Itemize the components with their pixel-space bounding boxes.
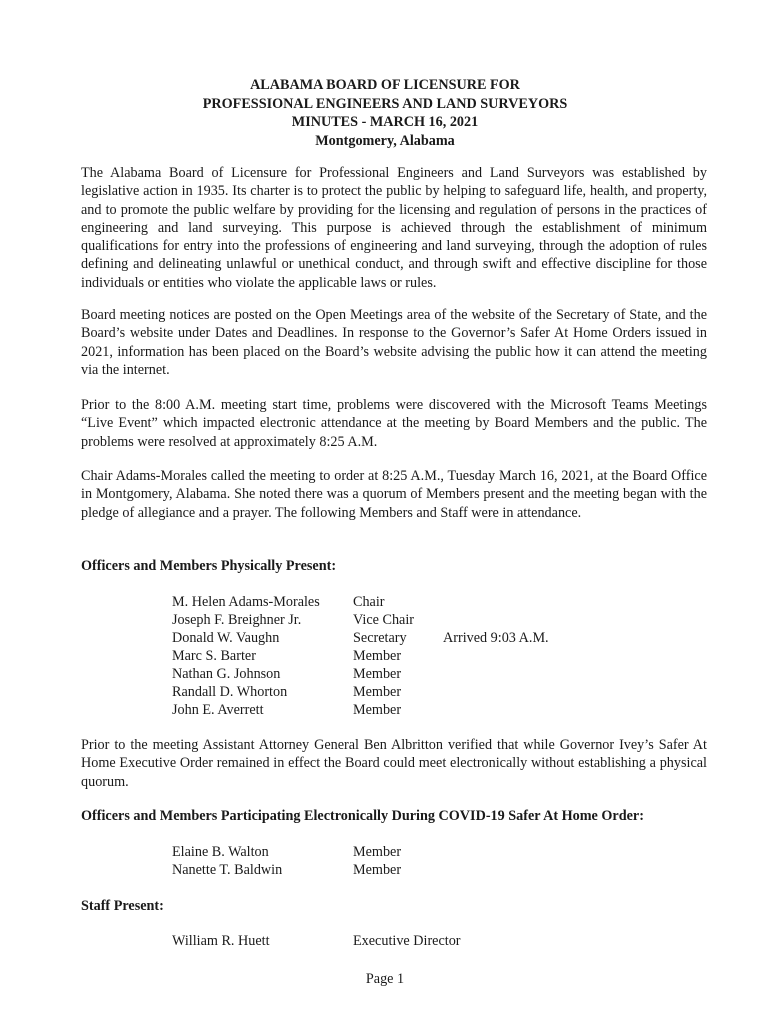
member-role: Member: [353, 844, 402, 860]
member-row: [0, 593, 770, 611]
verification-paragraph: Prior to the meeting Assistant Attorney General Ben Albritton verified that while Governor Ivey’s Safer At Home Executive Order remained in effect the Board could meet electronically without establishing a physical quorum.: [81, 737, 707, 790]
member-row: [0, 647, 770, 665]
member-row: [0, 629, 770, 647]
member-name: John E. Averrett: [172, 702, 264, 718]
member-name: Randall D. Whorton: [172, 684, 288, 700]
header-line-3: MINUTES - MARCH 16, 2021: [291, 114, 479, 130]
member-role: Member: [353, 702, 402, 718]
member-arrival-note: Arrived 9:03 A.M.: [443, 630, 549, 646]
header-line-2: PROFESSIONAL ENGINEERS AND LAND SURVEYORS: [202, 95, 568, 112]
member-row: [0, 861, 770, 879]
member-role: Secretary: [353, 630, 407, 646]
staff-present-heading: Staff Present:: [81, 898, 164, 914]
member-name: Marc S. Barter: [172, 648, 256, 664]
member-role: Member: [353, 666, 402, 682]
problems-paragraph: Prior to the 8:00 A.M. meeting start time, problems were discovered with the Microsoft Teams Meetings “Live Event” which impacted electronic attendance at the meeting by Board Members and the public. The problems were resolved at approximately 8:25 A.M.: [81, 397, 707, 450]
member-row: [0, 683, 770, 701]
member-row: [0, 665, 770, 683]
electronic-participation-heading: Officers and Members Participating Electronically During COVID-19 Safer At Home Order:: [81, 808, 644, 824]
member-role: Vice Chair: [353, 612, 414, 628]
notices-paragraph: Board meeting notices are posted on the Open Meetings area of the website of the Secretary of State, and the Board’s website under Dates and Deadlines. In response to the Governor’s Safer At Home Orders issued in 2021, information has been placed on the Board’s website advising the public how it can attend the meeting via the internet.: [81, 307, 707, 378]
staff-role: Executive Director: [353, 933, 461, 949]
document-header: [0, 76, 770, 150]
header-line-4: Montgomery, Alabama: [315, 132, 455, 149]
member-name: Donald W. Vaughn: [172, 630, 280, 646]
staff-name: William R. Huett: [172, 933, 270, 949]
member-role: Member: [353, 648, 402, 664]
member-role: Chair: [353, 594, 385, 610]
member-name: M. Helen Adams-Morales: [172, 594, 320, 610]
physically-present-heading: Officers and Members Physically Present:: [81, 558, 337, 574]
member-row: [0, 843, 770, 861]
member-role: Member: [353, 684, 402, 700]
member-name: Joseph F. Breighner Jr.: [172, 612, 302, 628]
call-to-order-paragraph: Chair Adams-Morales called the meeting to order at 8:25 A.M., Tuesday March 16, 2021, at the Board Office in Montgomery, Alabama. She noted there was a quorum of Members present and the meeting began with the pledge of allegiance and a prayer. The following Members and Staff were in attendance.: [81, 468, 707, 521]
member-row: [0, 611, 770, 629]
page-number: Page 1: [365, 971, 405, 987]
member-role: Member: [353, 862, 402, 878]
member-name: Elaine B. Walton: [172, 844, 269, 860]
member-name: Nanette T. Baldwin: [172, 862, 283, 878]
intro-paragraph: The Alabama Board of Licensure for Professional Engineers and Land Surveyors was established by legislative action in 1935. Its charter is to protect the public by helping to safeguard life, health, and property, and to promote the public welfare by providing for the licensing and regulation of persons in the practices of engineering and land surveying. This purpose is achieved through the establishment of minimum qualifications for entry into the professions of engineering and land surveying, through the adoption of rules defining and delineating unlawful or unethical conduct, and through swift and effective discipline for those individuals or entities who violate the applicable laws or rules.: [81, 165, 707, 291]
header-line-1: ALABAMA BOARD OF LICENSURE FOR: [250, 77, 520, 93]
staff-row: [0, 932, 770, 950]
member-name: Nathan G. Johnson: [172, 666, 281, 682]
member-row: [0, 701, 770, 719]
